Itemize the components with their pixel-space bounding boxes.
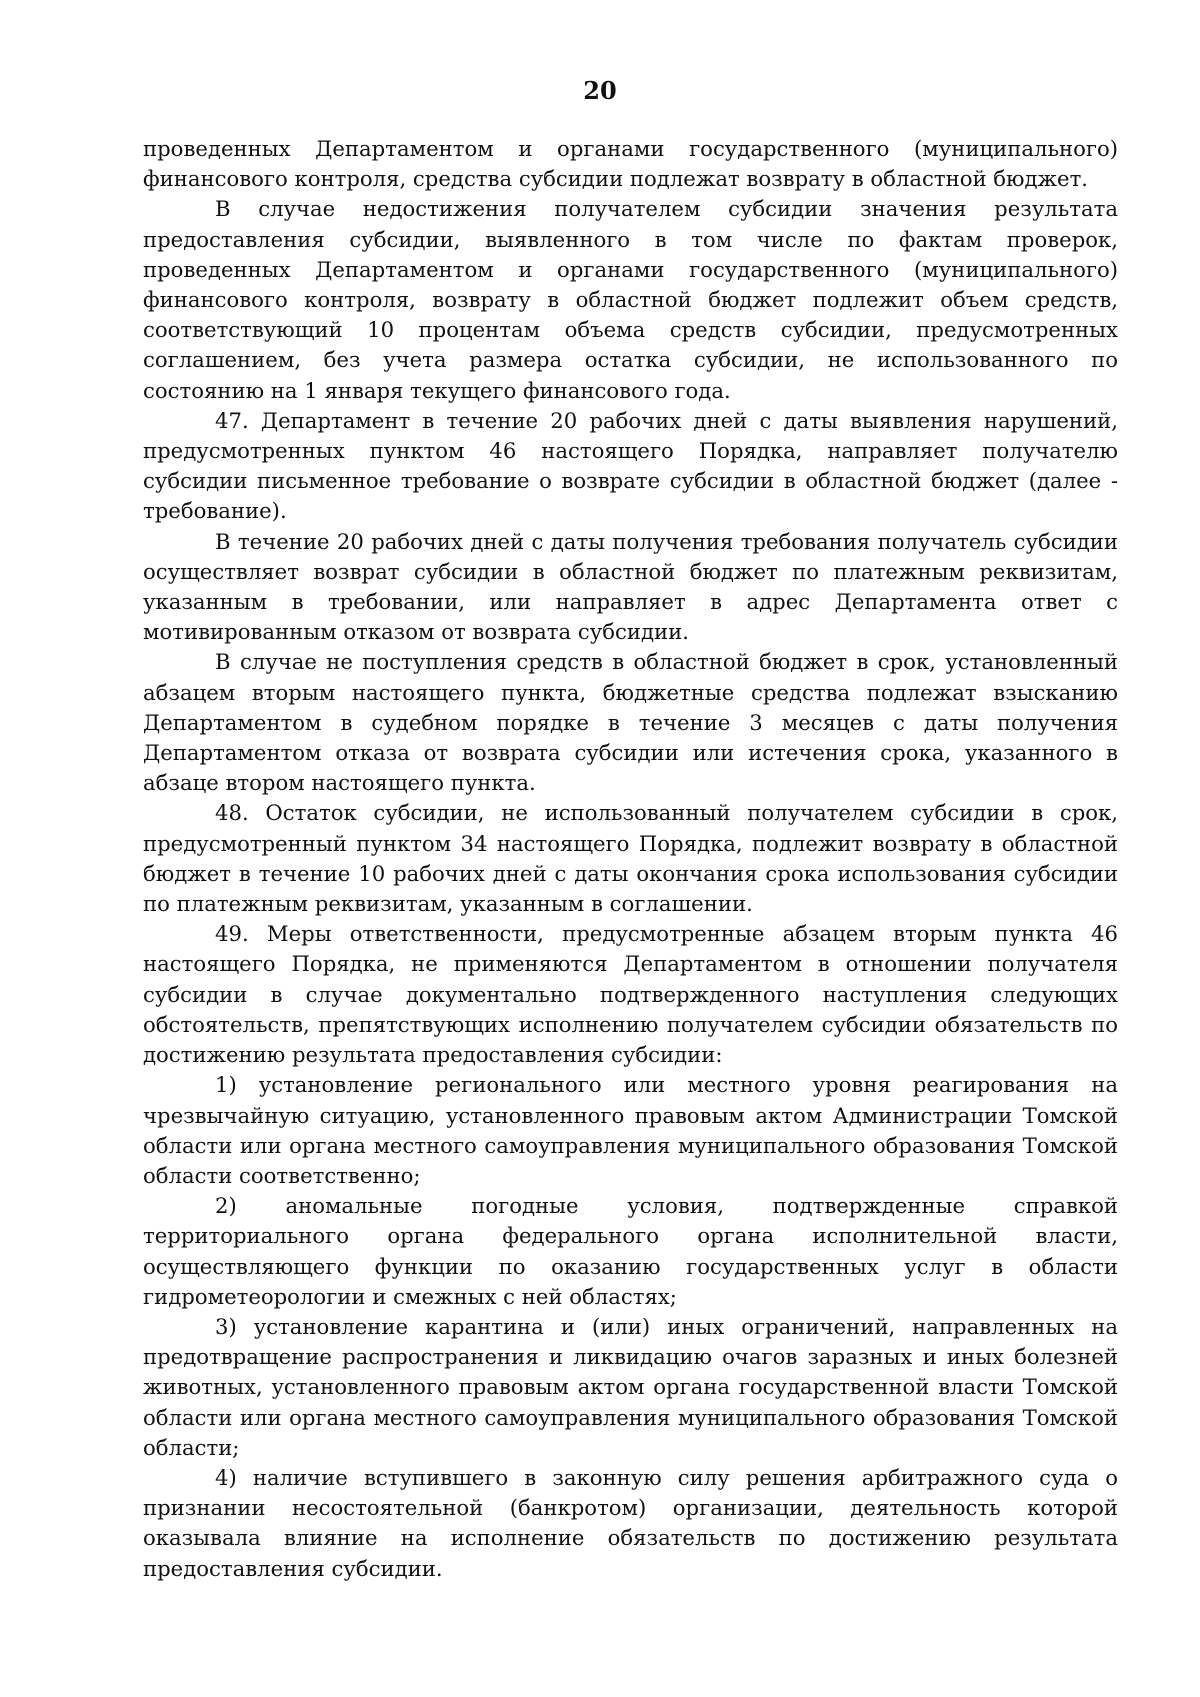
paragraph-continuation: проведенных Департаментом и органами государственного (муниципального) финансового контроля, средства субсидии подлежат возврату в областной бюджет. bbox=[143, 136, 1118, 192]
paragraph-47: 47. Департамент в течение 20 рабочих дней с даты выявления нарушений, предусмотренных пунктом 46 настоящего Порядка, направляет получателю субсидии письменное требование о возврате субсидии в областной бюджет (далее - требование). bbox=[143, 407, 1118, 524]
paragraph-48: 48. Остаток субсидии, не использованный получателем субсидии в срок, предусмотренный пунктом 34 настоящего Порядка, подлежит возврату в областной бюджет в течение 10 рабочих дней с даты окончания срока использования субсидии по платежным реквизитам, указанным в соглашении. bbox=[143, 800, 1118, 917]
document-body bbox=[143, 134, 1118, 1584]
list-item-2: 2) аномальные погодные условия, подтвержденные справкой территориального органа федерального органа исполнительной власти, осуществляющего функции по оказанию государственных услуг в области гидрометеорологии и смежных с ней областях; bbox=[143, 1193, 1118, 1309]
list-item-1: 1) установление регионального или местного уровня реагирования на чрезвычайную ситуацию, установленного правовым актом Администрации Томской области или органа местного самоуправления муниципального образования Томской области соответственно; bbox=[143, 1072, 1118, 1188]
list-item-3: 3) установление карантина и (или) иных ограничений, направленных на предотвращение распространения и ликвидацию очагов заразных и иных болезней животных, установленного правовым актом органа государственной власти Томской области или органа местного самоуправления муниципального образования Томской области; bbox=[143, 1313, 1118, 1460]
paragraph-non-achievement: В случае недостижения получателем субсидии значения результата предоставления субсидии, выявленного в том числе по фактам проверок, проведенных Департаментом и органами государственного (муниципального) финансового контроля, возврату в областной бюджет подлежит объем средств, соответствующий 10 процентам объема средств субсидии, предусмотренных соглашением, без учета размера остатка субсидии, не использованного по состоянию на 1 января текущего финансового года. bbox=[143, 196, 1118, 403]
page-number: 20 bbox=[583, 76, 617, 105]
paragraph-47-return-period: В течение 20 рабочих дней с даты получения требования получатель субсидии осуществляет возврат субсидии в областной бюджет по платежным реквизитам, указанным в требовании, или направляет в адрес Департамента ответ с мотивированным отказом от возврата субсидии. bbox=[143, 528, 1118, 645]
paragraph-49: 49. Меры ответственности, предусмотренные абзацем вторым пункта 46 настоящего Порядка, не применяются Департаментом в отношении получателя субсидии в случае документально подтвержденного наступления следующих обстоятельств, препятствующих исполнению получателем субсидии обязательств по достижению результата предоставления субсидии: bbox=[143, 921, 1118, 1068]
list-item-4: 4) наличие вступившего в законную силу решения арбитражного суда о признании несостоятельной (банкротом) организации, деятельность которой оказывала влияние на исполнение обязательств по достижению результата предоставления субсидии. bbox=[143, 1464, 1118, 1581]
paragraph-47-court-recovery: В случае не поступления средств в областной бюджет в срок, установленный абзацем вторым настоящего пункта, бюджетные средства подлежат взысканию Департаментом в судебном порядке в течение 3 месяцев с даты получения Департаментом отказа от возврата субсидии или истечения срока, указанного в абзаце втором настоящего пункта. bbox=[143, 649, 1118, 796]
